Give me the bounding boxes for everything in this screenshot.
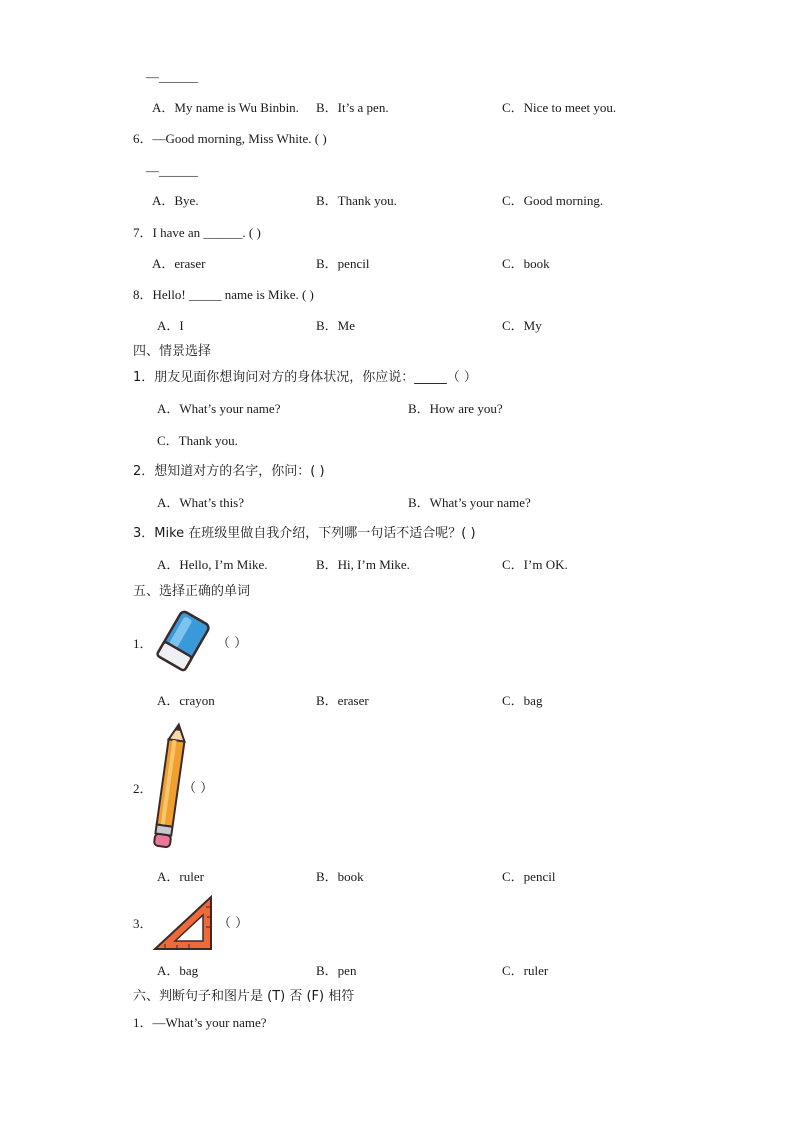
q7-option-c[interactable]: C．book bbox=[502, 256, 550, 271]
s4-q1-option-a[interactable]: A．What’s your name? bbox=[157, 401, 281, 416]
q5-option-b[interactable]: B．It’s a pen. bbox=[316, 100, 389, 115]
q8-question: 8．Hello! _____ name is Mike. ( ) bbox=[133, 287, 314, 302]
s5-q1-option-a[interactable]: A．crayon bbox=[157, 693, 215, 708]
s5-q3-option-a[interactable]: A．bag bbox=[157, 963, 199, 978]
s4-q3-option-c[interactable]: C．I’m OK. bbox=[502, 557, 568, 572]
s5-q1-option-c[interactable]: C．bag bbox=[502, 693, 543, 708]
q6-option-a[interactable]: A．Bye. bbox=[152, 193, 199, 208]
s4-q1-option-b[interactable]: B．How are you? bbox=[408, 401, 503, 416]
s5-q2-blank: （ ） bbox=[183, 781, 214, 796]
s4-q2-question: 2．想知道对方的名字，你问：( ) bbox=[133, 464, 325, 479]
s5-q3-blank: （ ） bbox=[218, 916, 249, 931]
q7-option-b[interactable]: B．pencil bbox=[316, 256, 370, 271]
s4-q1-option-c[interactable]: C．Thank you. bbox=[157, 433, 238, 448]
s5-q2-option-a[interactable]: A．ruler bbox=[157, 869, 204, 884]
q6-option-b[interactable]: B．Thank you. bbox=[316, 193, 397, 208]
q7-option-a[interactable]: A．eraser bbox=[152, 256, 206, 271]
s5-q2-option-b[interactable]: B．book bbox=[316, 869, 364, 884]
q8-option-a[interactable]: A．I bbox=[157, 318, 184, 333]
s4-q1-question: 1．朋友见面你想询问对方的身体状况，你应说：_____（ ） bbox=[133, 370, 477, 385]
s4-q3-option-b[interactable]: B．Hi, I’m Mike. bbox=[316, 557, 410, 572]
q6-answer-line: —______ bbox=[146, 163, 198, 178]
s5-q1-blank: （ ） bbox=[217, 636, 248, 651]
section4-title: 四、情景选择 bbox=[133, 344, 212, 359]
q8-option-b[interactable]: B．Me bbox=[316, 318, 356, 333]
s5-q2-option-c[interactable]: C．pencil bbox=[502, 869, 556, 884]
q6-question: 6．—Good morning, Miss White. ( ) bbox=[133, 131, 327, 146]
s6-q1-question: 1．—What’s your name? bbox=[133, 1015, 267, 1030]
q7-question: 7．I have an ______. ( ) bbox=[133, 225, 261, 240]
ruler-icon bbox=[153, 895, 215, 951]
s4-q3-question: 3．Mike 在班级里做自我介绍，下列哪一句话不适合呢？( ) bbox=[133, 526, 476, 541]
s5-q1-option-b[interactable]: B．eraser bbox=[316, 693, 369, 708]
s5-q3-number: 3． bbox=[133, 916, 153, 931]
s5-q2-number: 2． bbox=[133, 781, 153, 796]
q6-option-c[interactable]: C．Good morning. bbox=[502, 193, 604, 208]
q5-option-a[interactable]: A．My name is Wu Binbin. bbox=[152, 100, 299, 115]
section6-title: 六、判断句子和图片是 (T) 否 (F) 相符 bbox=[133, 989, 355, 1004]
s5-q3-option-b[interactable]: B．pen bbox=[316, 963, 357, 978]
eraser-icon bbox=[152, 608, 212, 674]
s4-q2-option-b[interactable]: B．What’s your name? bbox=[408, 495, 531, 510]
q8-option-c[interactable]: C．My bbox=[502, 318, 542, 333]
s4-q3-option-a[interactable]: A．Hello, I’m Mike. bbox=[157, 557, 268, 572]
q5-option-c[interactable]: C．Nice to meet you. bbox=[502, 100, 617, 115]
q5-answer-line: —______ bbox=[146, 69, 198, 84]
s5-q3-option-c[interactable]: C．ruler bbox=[502, 963, 549, 978]
s4-q2-option-a[interactable]: A．What’s this? bbox=[157, 495, 245, 510]
s5-q1-number: 1． bbox=[133, 636, 153, 651]
section5-title: 五、选择正确的单词 bbox=[133, 584, 251, 599]
